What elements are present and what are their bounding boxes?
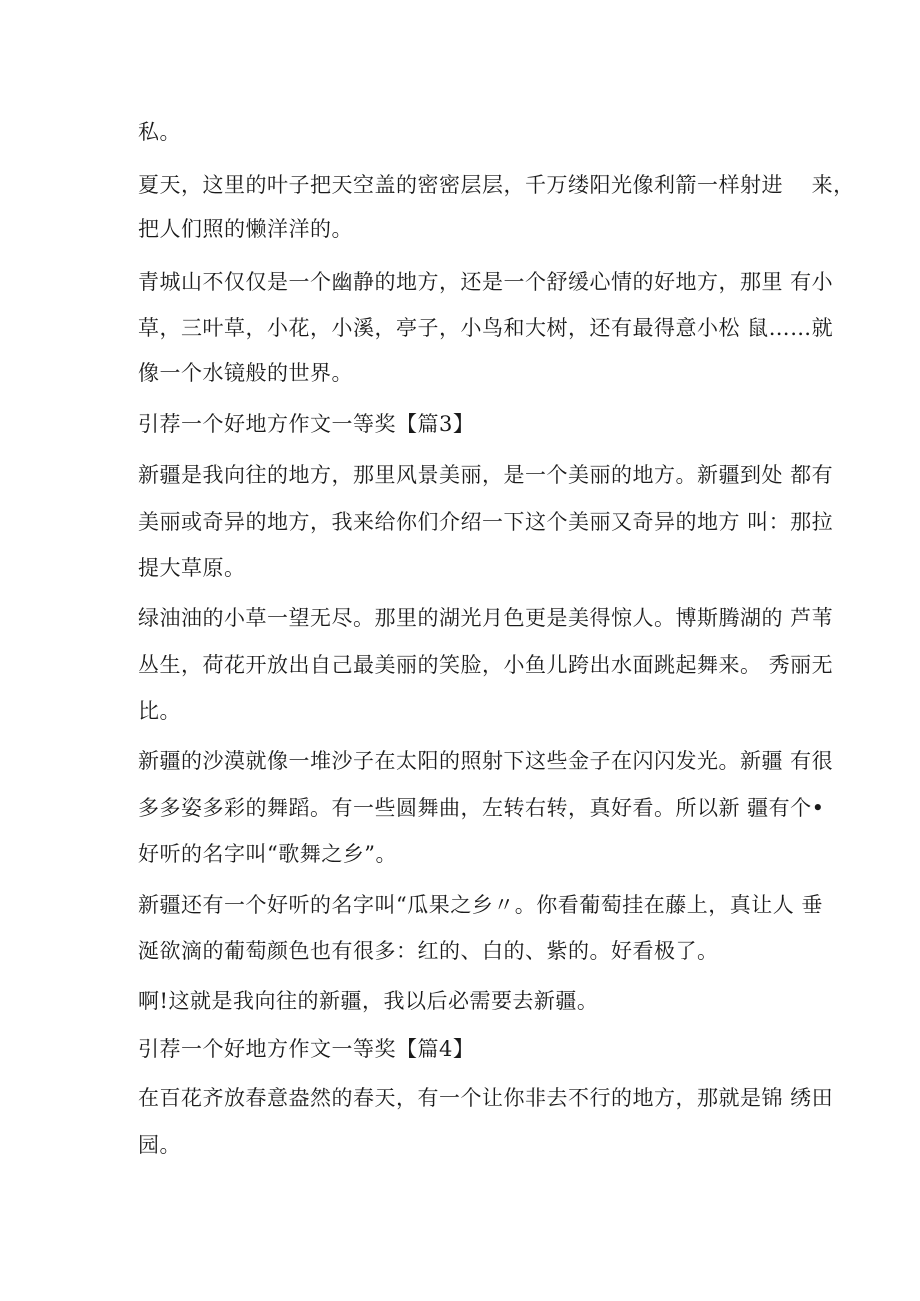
text-line: 把人们照的懒洋洋的。 xyxy=(138,217,353,241)
text-line: 新疆是我向往的地方，那里风景美丽，是一个美丽的地方。新疆到处 都有 xyxy=(138,463,834,487)
section-heading: 引荐一个好地方作文一等奖【篇3】 xyxy=(138,412,475,436)
text-line: 在百花齐放春意盎然的春天，有一个让你非去不行的地方，那就是锦 绣田 xyxy=(138,1086,834,1110)
text-line: 青城山不仅仅是一个幽静的地方，还是一个舒缓心情的好地方，那里 有小 xyxy=(138,270,834,294)
text-line: 新疆的沙漠就像一堆沙子在太阳的照射下这些金子在闪闪发光。新疆 有很 xyxy=(138,749,834,773)
text-line: 好听的名字叫“歌舞之乡”。 xyxy=(138,842,397,866)
text-line: 丛生，荷花开放出自己最美丽的笑脸，小鱼儿跨出水面跳起舞来。 秀丽无 xyxy=(138,653,834,677)
text-line: 比。 xyxy=(138,699,181,723)
text-line: 草，三叶草，小花，小溪，亭子，小鸟和大树，还有最得意小松 鼠……就 xyxy=(138,316,834,340)
text-line: 绿油油的小草一望无尽。那里的湖光月色更是美得惊人。博斯腾湖的 芦苇 xyxy=(138,606,834,630)
text-line: 美丽或奇异的地方，我来给你们介绍一下这个美丽又奇异的地方 叫：那拉 xyxy=(138,510,834,534)
text-line: 像一个水镜般的世界。 xyxy=(138,361,353,385)
text-line: 啊!这就是我向往的新疆，我以后必需要去新疆。 xyxy=(138,989,599,1013)
text-line: 私。 xyxy=(138,120,181,144)
text-line: 新疆还有一个好听的名字叫“瓜果之乡〃。你看葡萄挂在藤上，真让人 垂 xyxy=(138,893,823,917)
text-line: 园。 xyxy=(138,1133,181,1157)
text-line: 涎欲滴的葡萄颜色也有很多：红的、白的、紫的。好看极了。 xyxy=(138,939,719,963)
text-line: 多多姿多彩的舞蹈。有一些圆舞曲，左转右转，真好看。所以新 疆有个• xyxy=(138,796,825,820)
text-line: 提大草原。 xyxy=(138,556,246,580)
text-line: 夏天，这里的叶子把天空盖的密密层层，千万缕阳光像利箭一样射进 来， xyxy=(138,173,855,197)
section-heading: 引荐一个好地方作文一等奖【篇4】 xyxy=(138,1037,475,1061)
